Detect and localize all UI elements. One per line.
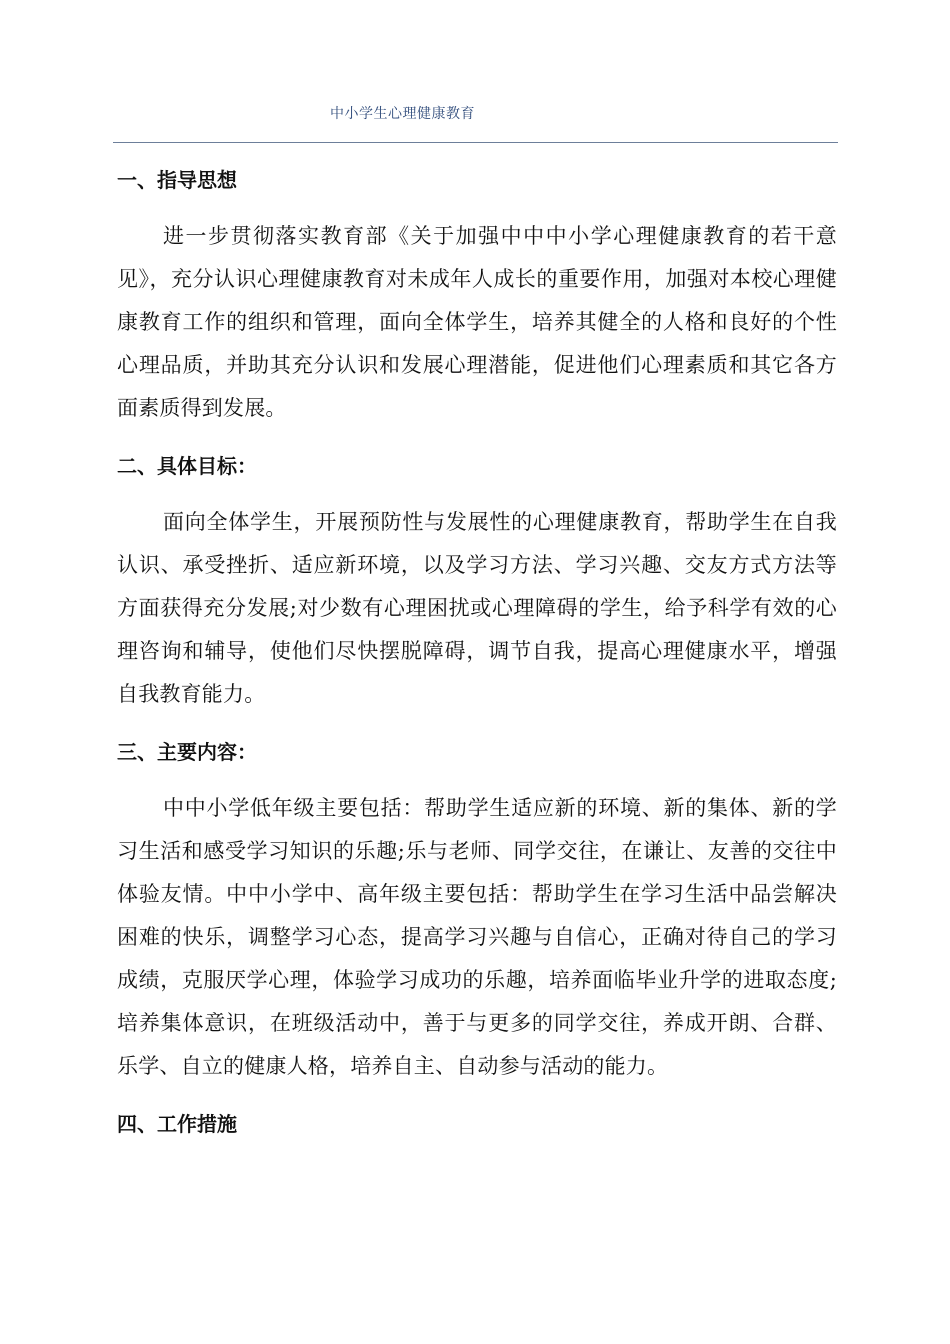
section-heading-work-measures: 四、工作措施: [117, 1112, 237, 1136]
section-heading-specific-goals: 二、具体目标：: [117, 454, 257, 478]
document-body: [117, 162, 837, 1142]
section-heading-guiding-ideology: 一、指导思想: [117, 168, 237, 192]
section-paragraph-main-content: 中中小学低年级主要包括：帮助学生适应新的环境、新的集体、新的学习生活和感受学习知识的乐趣;乐与老师、同学交往，在谦让、友善的交往中体验友情。中中小学中、高年级主要包括：帮助学生在学习生活中品尝解决困难的快乐，调整学习心态，提高学习兴趣与自信心，正确对待自己的学习成绩，克服厌学心理，体验学习成功的乐趣，培养面临毕业升学的进取态度;培养集体意识，在班级活动中，善于与更多的同学交往，养成开朗、合群、乐学、自立的健康人格，培养自主、自动参与活动的能力。: [117, 796, 837, 1078]
section-heading-main-content: 三、主要内容：: [117, 740, 257, 764]
section-paragraph-specific-goals: 面向全体学生，开展预防性与发展性的心理健康教育，帮助学生在自我认识、承受挫折、适应新环境，以及学习方法、学习兴趣、交友方式方法等方面获得充分发展;对少数有心理困扰或心理障碍的学生，给予科学有效的心理咨询和辅导，使他们尽快摆脱障碍，调节自我，提高心理健康水平，增强自我教育能力。: [117, 510, 837, 706]
header-divider: [113, 142, 838, 143]
running-header: 中小学生心理健康教育: [330, 106, 475, 122]
section-paragraph-guiding-ideology: 进一步贯彻落实教育部《关于加强中中中小学心理健康教育的若干意见》，充分认识心理健康教育对未成年人成长的重要作用，加强对本校心理健康教育工作的组织和管理，面向全体学生，培养其健全的人格和良好的个性心理品质，并助其充分认识和发展心理潜能，促进他们心理素质和其它各方面素质得到发展。: [117, 224, 837, 420]
